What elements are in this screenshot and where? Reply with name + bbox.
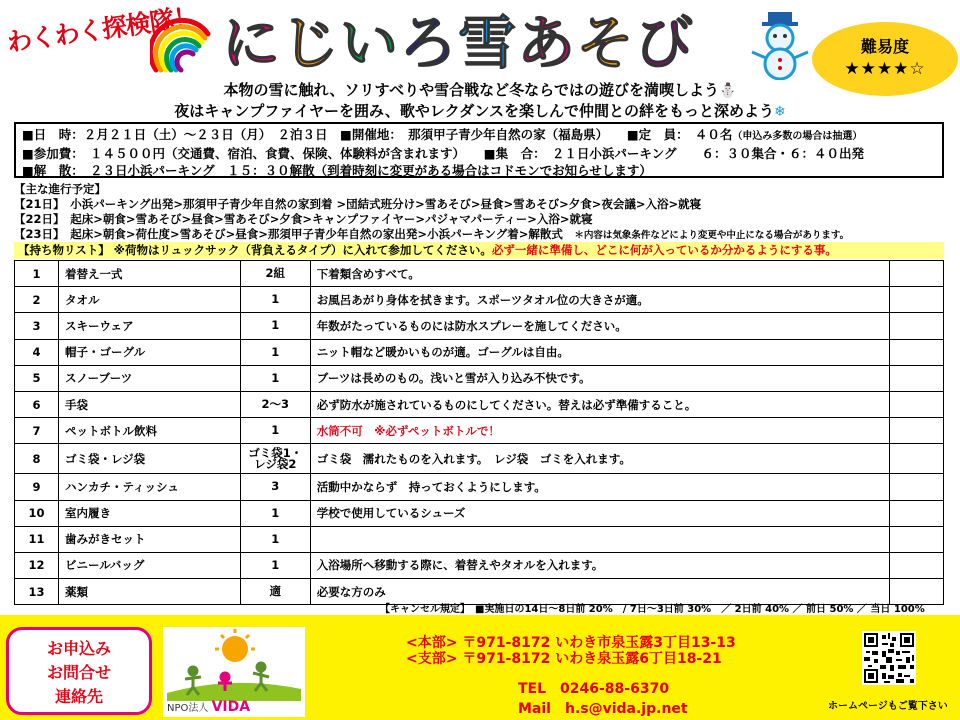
item-note: 年数がたっているものには防水スプレーを施してください。 [310, 313, 889, 339]
item-number: 8 [15, 444, 59, 474]
header [0, 0, 960, 82]
snowman-small-icon: ⛄ [719, 83, 737, 99]
item-name: ペットボトル飲料 [58, 418, 240, 444]
item-number: 11 [15, 526, 59, 552]
item-number: 10 [15, 500, 59, 526]
npo-logo [163, 627, 305, 717]
main-title [222, 8, 694, 78]
npo-name: VIDA [211, 699, 251, 715]
item-note: 活動中かならず 持っておくようにします。 [310, 474, 889, 500]
intro [0, 80, 960, 122]
address-branch: <支部> 〒971-8172 いわき泉玉露6丁目18-21 [406, 651, 722, 667]
schedule-heading: 【主な進行予定】 [14, 182, 106, 196]
cancel-policy: 【キャンセル規定】 ■実施日の14日～8日前 20% / 7日～3日前 30% ／ 2日前 40% ／ 前日 50% ／ 当日 100% [380, 604, 925, 615]
item-check-cell [890, 391, 944, 417]
item-note: ブーツは長めのもの。浅いと雪が入り込み不快です。 [310, 365, 889, 391]
snowman-icon [750, 10, 810, 80]
table-row [15, 526, 944, 552]
npo-prefix: NPO法人 [167, 703, 209, 714]
item-note: 水筒不可 ※必ずペットボトルで！ [310, 418, 889, 444]
item-quantity: 1 [240, 365, 310, 391]
title-char: 雪 [458, 9, 518, 77]
snowflake-icon: ❄ [773, 104, 786, 120]
item-note: ゴミ袋 濡れたものを入れます。 レジ袋 ゴミを入れます。 [310, 444, 889, 474]
table-row [15, 391, 944, 417]
table-row [15, 444, 944, 474]
table-row [15, 287, 944, 313]
schedule [14, 182, 944, 243]
item-note [310, 526, 889, 552]
item-quantity: ゴミ袋1・レジ袋2 [240, 444, 310, 474]
difficulty-label: 難易度 [860, 37, 909, 56]
item-quantity: 1 [240, 500, 310, 526]
item-note: 入浴場所へ移動する際に、着替えやタオルを入れます。 [310, 552, 889, 578]
schedule-note: ＊内容は気象条件などにより変更や中止になる場合があります。 [574, 230, 850, 241]
info-row-2: ■参加費： １４５００円（交通費、宿泊、食費、保険、体験料が含まれます） ■集 合： ２１日小浜パーキング ６：３０集合・６：４０出発 [22, 146, 864, 161]
item-number: 5 [15, 365, 59, 391]
title-char: に [222, 9, 282, 77]
difficulty-stars: ★★★★☆ [844, 59, 926, 79]
item-check-cell [890, 313, 944, 339]
item-check-cell [890, 418, 944, 444]
contact-line-1: お申込み [46, 639, 111, 658]
item-check-cell [890, 261, 944, 287]
item-quantity: 1 [240, 339, 310, 365]
title-char: び [635, 9, 695, 77]
title-char: い [340, 9, 400, 77]
table-row [15, 500, 944, 526]
schedule-day-22: 【22日】 起床>朝食>雪あそび>昼食>雪あそび>夕食>キャンプファイヤー>パジャマパーティー>入浴>就寝 [14, 212, 593, 226]
item-quantity: 2組 [240, 261, 310, 287]
info-row-1: ■日 時：２月２１日（土）～２３日（月） ２泊３日 ■開催地： 那須甲子青少年自然の家（福島県） ■定 員： ４０名 [22, 127, 733, 142]
item-number: 3 [15, 313, 59, 339]
footer [0, 615, 960, 720]
title-char: あ [517, 9, 577, 77]
table-row [15, 313, 944, 339]
item-check-cell [890, 474, 944, 500]
item-note: 下着類含めすべて。 [310, 261, 889, 287]
item-note: 学校で使用しているシューズ [310, 500, 889, 526]
item-check-cell [890, 552, 944, 578]
item-note: 必ず防水が施されているものにしてください。替えは必ず準備すること。 [310, 391, 889, 417]
title-char: じ [281, 9, 341, 77]
item-number: 12 [15, 552, 59, 578]
item-number: 2 [15, 287, 59, 313]
item-quantity: 3 [240, 474, 310, 500]
item-name: 帽子・ゴーグル [58, 339, 240, 365]
item-name: ビニールバッグ [58, 552, 240, 578]
contact-line-3: 連絡先 [54, 687, 103, 706]
event-info-box [14, 122, 944, 178]
contact-numbers [518, 679, 688, 719]
item-quantity: 1 [240, 552, 310, 578]
item-note: ニット帽など暖かいものが適。ゴーグルは自由。 [310, 339, 889, 365]
packing-list-intro: 【持ち物リスト】 ※荷物はリュックサック（背負えるタイプ）に入れて参加してください。 [18, 243, 492, 257]
tagline: わくわく探検隊！ [5, 1, 200, 58]
item-name: ハンカチ・ティッシュ [58, 474, 240, 500]
intro-line-2: 夜はキャンプファイヤーを囲み、歌やレクダンスを楽しんで仲間との絆をもっと深めよう [174, 102, 774, 120]
item-name: 薬類 [58, 579, 240, 605]
contact-line-2: お問合せ [46, 663, 111, 682]
item-check-cell [890, 365, 944, 391]
item-check-cell [890, 339, 944, 365]
contact-box [6, 627, 152, 715]
intro-line-1: 本物の雪に触れ、ソリすべりや雪合戦など冬ならではの遊びを満喫しよう [223, 81, 720, 99]
table-row [15, 418, 944, 444]
email-address[interactable]: Mail h.s@vida.jp.net [518, 701, 688, 717]
packing-list-banner [14, 242, 944, 259]
item-name: 室内履き [58, 500, 240, 526]
info-row-3: ■解 散： ２３日小浜パーキング １５：３０解散（到着時刻に変更がある場合はコドモンでお知らせします） [22, 163, 652, 178]
item-quantity: 1 [240, 526, 310, 552]
item-number: 13 [15, 579, 59, 605]
item-quantity: 1 [240, 313, 310, 339]
item-name: スノーブーツ [58, 365, 240, 391]
table-row [15, 365, 944, 391]
item-quantity: 適 [240, 579, 310, 605]
item-name: 手袋 [58, 391, 240, 417]
qr-code-icon[interactable] [862, 631, 916, 685]
schedule-day-23: 【23日】 起床>朝食>荷仕度>雪あそび>昼食>那須甲子青少年自然の家出発>小浜パーキング着>解散式 [14, 227, 575, 241]
item-check-cell [890, 500, 944, 526]
item-name: ゴミ袋・レジ袋 [58, 444, 240, 474]
address-block [406, 635, 736, 667]
table-row [15, 339, 944, 365]
item-quantity: 1 [240, 287, 310, 313]
sun-kids-icon [163, 627, 305, 701]
table-row [15, 474, 944, 500]
table-row [15, 261, 944, 287]
item-check-cell [890, 444, 944, 474]
item-note: お風呂あがり身体を拭きます。スポーツタオル位の大きさが適。 [310, 287, 889, 313]
address-main: <本部> 〒971-8172 いわき市泉玉露3丁目13-13 [406, 635, 736, 651]
table-row [15, 552, 944, 578]
item-number: 6 [15, 391, 59, 417]
item-check-cell [890, 526, 944, 552]
item-name: スキーウェア [58, 313, 240, 339]
title-char: ろ [399, 9, 459, 77]
rainbow-icon [150, 12, 214, 76]
qr-label: ホームページもご覧下さい [828, 701, 948, 712]
item-number: 4 [15, 339, 59, 365]
info-row-1-note: （申込み多数の場合は抽選） [732, 131, 863, 142]
item-quantity: 2～3 [240, 391, 310, 417]
packing-list-table [14, 260, 944, 605]
item-number: 9 [15, 474, 59, 500]
item-number: 1 [15, 261, 59, 287]
item-quantity: 1 [240, 418, 310, 444]
item-name: 歯みがきセット [58, 526, 240, 552]
item-number: 7 [15, 418, 59, 444]
item-name: 着替え一式 [58, 261, 240, 287]
item-note: 必要な方のみ [310, 579, 889, 605]
item-name: タオル [58, 287, 240, 313]
item-check-cell [890, 287, 944, 313]
phone-number[interactable]: TEL 0246-88-6370 [518, 681, 670, 697]
schedule-day-21: 【21日】 小浜パーキング出発>那須甲子青少年自然の家到着 >団結式班分け>雪あそび>昼食>雪あそび>夕食>夜会議>入浴>就寝 [14, 197, 702, 211]
packing-list-warning: 必ず一緒に準備し、どこに何が入っているか分かるようにする事。 [491, 243, 837, 257]
title-char: そ [576, 9, 636, 77]
